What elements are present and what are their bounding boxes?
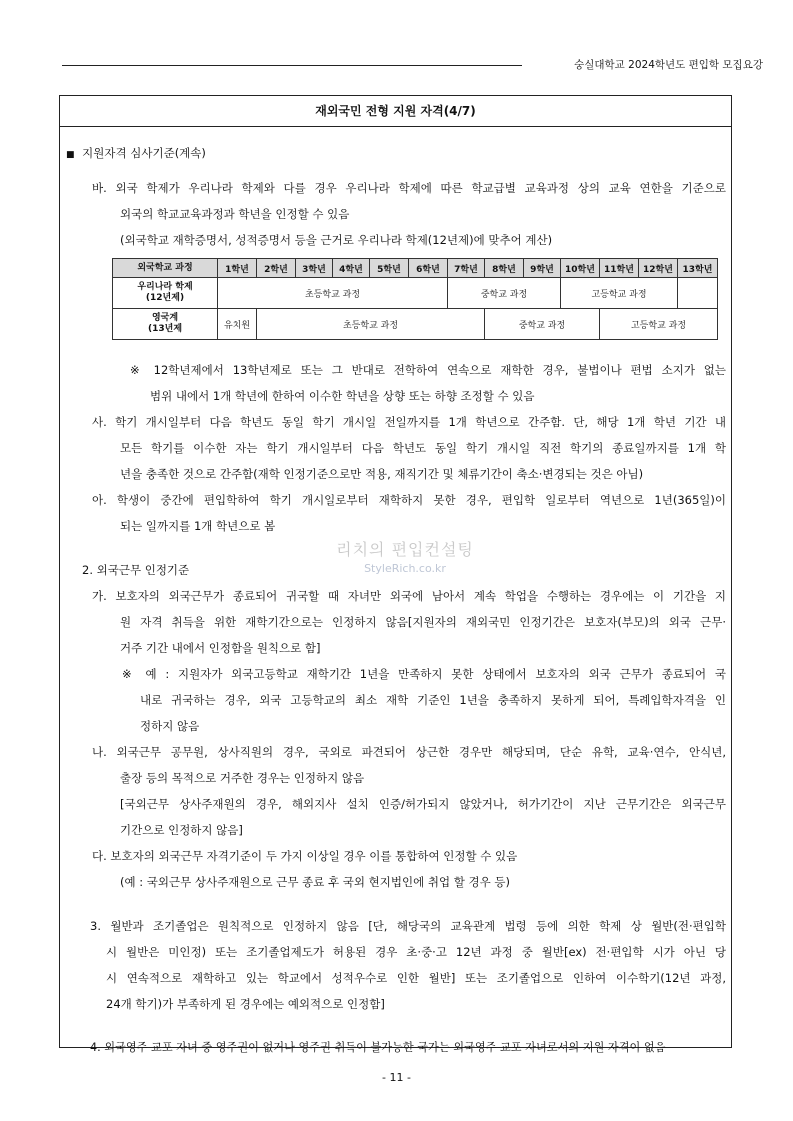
- grade-cell: 2학년: [257, 259, 296, 278]
- square-bullet-icon: ■: [66, 150, 75, 160]
- item-ga-line1: 가. 보호자의 외국근무가 종료되어 귀국할 때 자녀만 외국에 남아서 계속 학업을 수행하는 경우에는 이 기간을 지: [92, 589, 726, 603]
- page-number: - 11 -: [382, 1071, 411, 1084]
- table-row-uk: [113, 309, 718, 340]
- item-ba-line2: 외국의 학교교육과정과 학년을 인정할 수 있음: [120, 207, 350, 221]
- grade-cell: 12학년: [639, 259, 678, 278]
- watermark-line2: StyleRich.co.kr: [364, 562, 446, 575]
- item-da-line2: (예 : 국외근무 상사주재원으로 근무 종료 후 국외 현지법인에 취업 할 경우 등): [120, 875, 510, 889]
- grade-cell: 7학년: [448, 259, 485, 278]
- item-na-line3: [국외근무 상사주재원의 경우, 해외지사 설치 인증/허가되지 않았거나, 허가기간이 지난 근무기간은 외국근무: [120, 797, 726, 811]
- example-line1: ※ 예 : 지원자가 외국고등학교 재학기간 1년을 만족하지 못한 상태에서 보호자의 외국 근무가 종료되어 국: [122, 667, 726, 681]
- section3-line1: 3. 월반과 조기졸업은 원칙적으로 인정하지 않음 [단, 해당국의 교육관계 법령 등에 의한 학제 상 월반(전·편입학: [90, 919, 726, 933]
- item-na-line1: 나. 외국근무 공무원, 상사직원의 경우, 국외로 파견되어 상근한 경우만 해당되며, 단순 유학, 교육·연수, 안식년,: [92, 745, 726, 759]
- note1-line1: ※ 12학년제에서 13학년제로 또는 그 반대로 전학하여 연속으로 재학한 경우, 불법이나 편법 소지가 없는: [130, 363, 726, 377]
- example-line2: 내로 귀국하는 경우, 외국 고등학교의 최소 재학 기준인 1년을 충족하지 못하게 되어, 특례입학자격을 인: [140, 693, 726, 707]
- section3-line3: 시 연속적으로 재학하고 있는 학교에서 성적우수로 인한 월반] 또는 조기졸업으로 인하여 이수학기(12년 과정,: [106, 971, 726, 985]
- grade-cell: 3학년: [296, 259, 333, 278]
- grade-cell: 9학년: [524, 259, 561, 278]
- uk-kindergarten-cell: 유치원: [218, 309, 257, 340]
- grade-cell: 4학년: [333, 259, 370, 278]
- grade-cell: 8학년: [485, 259, 524, 278]
- watermark-line1: 리치의 편입컨설팅: [336, 540, 474, 559]
- uk-high-cell: 고등학교 과정: [600, 309, 718, 340]
- item-ga-line2: 원 자격 취득을 위한 재학기간으로는 인정하지 않음[지원자의 재외국민 인정기간은 보호자(부모)의 외국 근무·: [120, 615, 726, 629]
- note1-line2: 범위 내에서 1개 학년에 한하여 이수한 학년을 상향 또는 하향 조정할 수 있음: [150, 389, 535, 403]
- page-title: 재외국민 전형 지원 자격(4/7): [60, 96, 731, 127]
- grade-cell: 1학년: [218, 259, 257, 278]
- header-rule: [62, 65, 522, 66]
- section-heading: 지원자격 심사기준(계속): [82, 146, 206, 160]
- example-line3: 정하지 않음: [140, 719, 200, 733]
- section2-heading: 2. 외국근무 인정기준: [82, 563, 190, 577]
- item-sa-line3: 년을 충족한 것으로 간주함(재학 인정기준으로만 적용, 재직기간 및 체류기간이 축소·변경되는 것은 아님): [120, 467, 644, 481]
- section3-line2: 시 월반은 미인정) 또는 조기졸업제도가 허용된 경우 초·중·고 12년 과정 중 월반[ex) 전·편입학 시가 아닌 당: [106, 945, 726, 959]
- header-text: 숭실대학교 2024학년도 편입학 모집요강: [574, 59, 763, 71]
- item-ba-line3: (외국학교 재학증명서, 성적증명서 등을 근거로 우리나라 학제(12년제)에 맞추어 계산): [120, 233, 553, 247]
- item-ba-line1: 바. 외국 학제가 우리나라 학제와 다를 경우 우리나라 학제에 따른 학교급별 교육과정 상의 교육 연한을 기준으로: [92, 181, 726, 195]
- grade-cell: 13학년: [678, 259, 718, 278]
- watermark: [325, 537, 485, 575]
- item-ga-line3: 거주 기간 내에서 인정함을 원칙으로 함]: [120, 641, 321, 655]
- korea-empty-cell: [678, 278, 718, 309]
- uk-elementary-cell: 초등학교 과정: [257, 309, 485, 340]
- korea-middle-cell: 중학교 과정: [448, 278, 561, 309]
- table-row-korea: [113, 278, 718, 309]
- row-label-korea: 우리나라 학제 (12년제): [113, 278, 218, 309]
- item-sa-line1: 사. 학기 개시일부터 다음 학년도 동일 학기 개시일 전일까지를 1개 학년으로 간주함. 단, 해당 1개 학년 기간 내: [92, 415, 726, 429]
- item-na-line4: 기간으로 인정하지 않음]: [120, 823, 243, 837]
- section3-line4: 24개 학기)가 부족하게 된 경우에는 예외적으로 인정함]: [106, 997, 385, 1011]
- grade-comparison-table: [112, 258, 718, 340]
- grade-cell: 5학년: [370, 259, 409, 278]
- item-a-line2: 되는 일까지를 1개 학년으로 봄: [120, 519, 276, 533]
- item-na-line2: 출장 등의 목적으로 거주한 경우는 인정하지 않음: [120, 771, 365, 785]
- item-a-line1: 아. 학생이 중간에 편입학하여 학기 개시일로부터 재학하지 못한 경우, 편입학 일로부터 역년으로 1년(365일)이: [92, 493, 726, 507]
- item-da-line1: 다. 보호자의 외국근무 자격기준이 두 가지 이상일 경우 이를 통합하여 인정할 수 있음: [92, 849, 518, 863]
- item-sa-line2: 모든 학기를 이수한 자는 학기 개시일부터 다음 학년도 동일 학기 개시일 직전 학기의 종료일까지를 1개 학: [120, 441, 726, 455]
- section4-line1: 4. 외국영주 교포 자녀 중 영주권이 없거나 영주권 취득이 불가능한 국가는 외국영주 교포 자녀로서의 지원 자격이 없음: [90, 1041, 666, 1054]
- grade-cell: 6학년: [409, 259, 448, 278]
- uk-middle-cell: 중학교 과정: [485, 309, 600, 340]
- table-header-row: [113, 259, 718, 278]
- grade-cell: 11학년: [600, 259, 639, 278]
- row-label-uk: 영국계 (13년제: [113, 309, 218, 340]
- korea-elementary-cell: 초등학교 과정: [218, 278, 448, 309]
- korea-high-cell: 고등학교 과정: [561, 278, 678, 309]
- table-header-label: 외국학교 과정: [113, 259, 218, 278]
- grade-cell: 10학년: [561, 259, 600, 278]
